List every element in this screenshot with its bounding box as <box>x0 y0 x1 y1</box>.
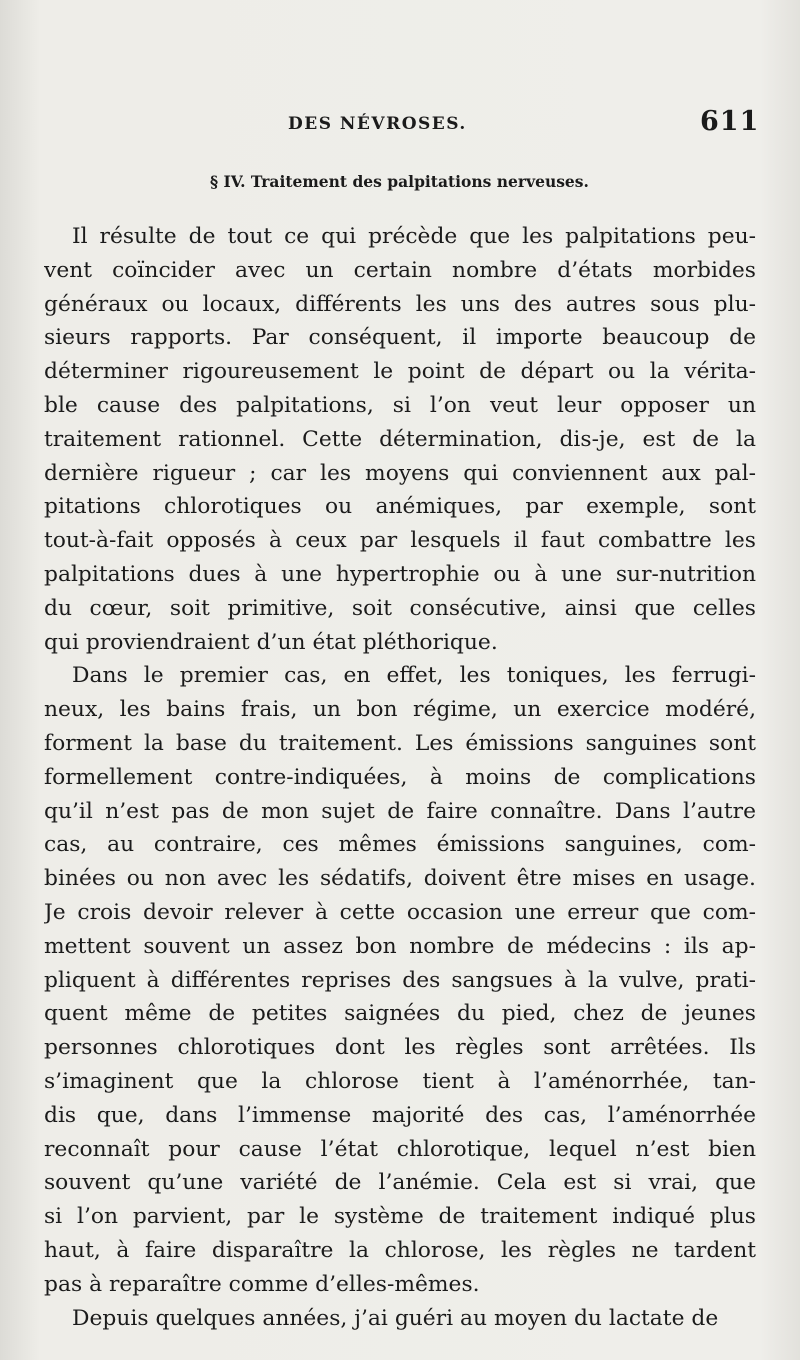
text-line: binées ou non avec les sédatifs, doivent être mises en usage. <box>44 866 756 892</box>
text-line: forment la base du traitement. Les émissions sanguines sont <box>44 730 756 756</box>
text-line: Dans le premier cas, en effet, les toniques, les ferrugi- <box>72 663 756 689</box>
text-line: reconnaît pour cause l’état chlorotique, lequel n’est bien <box>44 1136 756 1162</box>
text-line: palpitations dues à une hypertrophie ou à une sur-nutrition <box>44 561 756 587</box>
text-line: qui proviendraient d’un état pléthorique. <box>44 629 498 655</box>
text-line: pitations chlorotiques ou anémiques, par exemple, sont <box>44 494 756 520</box>
text-line: généraux ou locaux, différents les uns des autres sous plu- <box>44 291 756 317</box>
text-line: traitement rationnel. Cette détermination, dis-je, est de la <box>44 426 756 452</box>
text-line: Depuis quelques années, j’ai guéri au moyen du lactate de <box>72 1305 719 1331</box>
text-line: Il résulte de tout ce qui précède que les palpitations peu- <box>72 224 756 249</box>
text-line: mettent souvent un assez bon nombre de médecins : ils ap- <box>44 933 756 959</box>
text-line: s’imaginent que la chlorose tient à l’aménorrhée, tan- <box>44 1068 756 1094</box>
text-line: personnes chlorotiques dont les règles sont arrêtées. Ils <box>44 1035 756 1061</box>
text-line: dernière rigueur ; car les moyens qui conviennent aux pal- <box>44 460 756 486</box>
text-line: ble cause des palpitations, si l’on veut leur opposer un <box>44 392 756 418</box>
text-line: formellement contre-indiquées, à moins de complications <box>44 764 756 790</box>
page-number: 611 <box>700 106 760 137</box>
text-line: Je crois devoir relever à cette occasion une erreur que com- <box>44 899 756 925</box>
section-heading: § IV. Traitement des palpitations nerveuses. <box>210 172 589 191</box>
text-line: du cœur, soit primitive, soit consécutive, ainsi que celles <box>44 595 756 621</box>
text-line: quent même de petites saignées du pied, chez de jeunes <box>44 1001 756 1027</box>
text-line: tout-à-fait opposés à ceux par lesquels il faut combattre les <box>44 528 756 554</box>
text-line: neux, les bains frais, un bon régime, un exercice modéré, <box>44 697 756 723</box>
text-line: pas à reparaître comme d’elles-mêmes. <box>44 1271 480 1297</box>
text-line: déterminer rigoureusement le point de départ ou la vérita- <box>44 359 756 385</box>
text-line: vent coïncider avec un certain nombre d’états morbides <box>44 257 756 283</box>
body-text <box>44 220 756 1335</box>
text-line: dis que, dans l’immense majorité des cas, l’aménorrhée <box>44 1102 756 1128</box>
running-title: DES NÉVROSES. <box>288 114 467 134</box>
text-line: sieurs rapports. Par conséquent, il importe beaucoup de <box>44 325 756 351</box>
text-line: qu’il n’est pas de mon sujet de faire connaître. Dans l’autre <box>44 798 756 824</box>
text-line: pliquent à différentes reprises des sangsues à la vulve, prati- <box>44 967 756 993</box>
text-line: haut, à faire disparaître la chlorose, les règles ne tardent <box>44 1237 756 1263</box>
text-line: cas, au contraire, ces mêmes émissions sanguines, com- <box>44 832 756 858</box>
running-head <box>0 106 800 142</box>
text-line: souvent qu’une variété de l’anémie. Cela est si vrai, que <box>44 1170 756 1196</box>
text-line: si l’on parvient, par le système de traitement indiqué plus <box>44 1204 756 1230</box>
